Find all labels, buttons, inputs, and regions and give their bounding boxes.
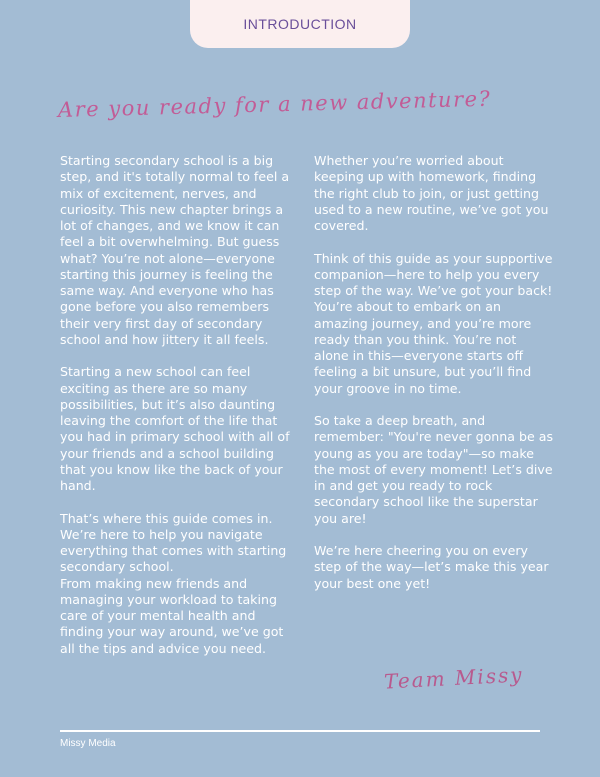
left-paragraph-3: That’s where this guide comes in. We’re here to help you navigate everything that comes with starting secondary school.: [60, 510, 287, 575]
section-tab-label: INTRODUCTION: [243, 16, 357, 32]
section-tab: [190, 0, 410, 48]
signature: Team Missy: [383, 662, 525, 694]
left-paragraph-2: Starting a new school can feel exciting as there are so many possibilities, but it’s also daunting leaving the comfort of the life that you had in primary school with all of your friends and a school building that you know like the back of your hand.: [60, 364, 290, 493]
left-paragraph-4: From making new friends and managing your workload to taking care of your mental health and finding your way around, we’ve got all the tips and advice you need.: [60, 575, 284, 656]
right-paragraph-2: Think of this guide as your supportive companion—here to help you every step of the way. We’ve got your back! You’re about to embark on an amazing journey, and you’re more ready than you think. You’re not alone in this—everyone starts off feeling a bit unsure, but you’ll find your groove in no time.: [314, 250, 553, 396]
right-paragraph-4: We’re here cheering you on every step of the way—let’s make this year your best one yet!: [314, 543, 549, 591]
right-paragraph-1: Whether you’re worried about keeping up with homework, finding the right club to join, or just getting used to a new routine, we’ve got you covered.: [314, 153, 549, 233]
footer-brand: Missy Media: [60, 738, 116, 749]
footer-divider: [60, 730, 540, 732]
right-paragraph-3: So take a deep breath, and remember: "You're never gonna be as young as you are today"—so make the most of every moment! Let’s dive in and get you ready to rock secondary school like the superstar you are!: [314, 413, 554, 526]
page-headline: Are you ready for a new adventure?: [57, 86, 492, 122]
left-text-column: [60, 153, 300, 673]
right-text-column: [314, 153, 554, 608]
left-paragraph-1: Starting secondary school is a big step, and it's totally normal to feel a mix of excitement, nerves, and curiosity. This new chapter brings a lot of changes, and we know it can feel a bit overwhelming. But guess what? You’re not alone—everyone starting this journey is feeling the same way. And everyone who has gone before you also remembers their very first day of secondary school and how jittery it all feels.: [60, 153, 290, 347]
